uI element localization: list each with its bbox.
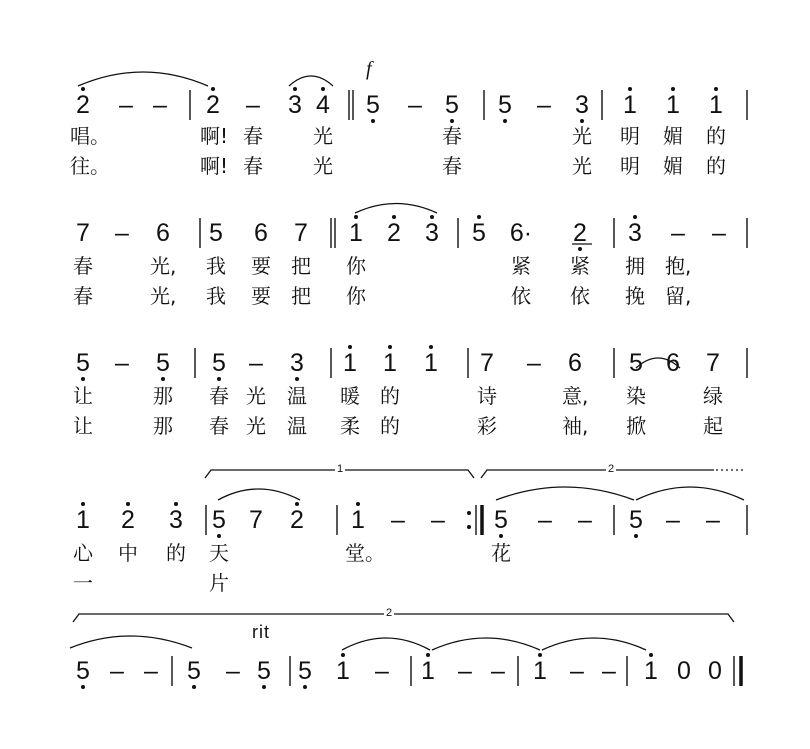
lyric-syllable: 花 [491,541,511,565]
note: – [538,506,552,534]
note: – [144,657,158,685]
note: 6 [568,349,582,377]
note: 1 [424,349,438,377]
lyric-syllable: 的 [380,384,400,408]
lyric-syllable: 我 [206,284,226,308]
note: 1 [349,219,363,247]
note: 3 [425,219,439,247]
note: 5 [76,657,90,685]
octave-dot-low [295,377,299,381]
octave-dot-low [450,119,454,123]
note: 2 [206,91,220,119]
note: 2 [573,219,587,247]
lyric-syllable: 片 [209,571,229,595]
note: – [491,657,505,685]
octave-dot-low [580,119,584,123]
note: 7 [706,349,720,377]
note: 3 [290,349,304,377]
volta-label-1: 1 [337,463,344,475]
note: 5 [212,506,226,534]
octave-dot-low [262,685,266,689]
lyric-syllable: 往。 [70,154,110,178]
lyric-syllable: 啊! [200,154,229,178]
lyric-syllable: 唱。 [70,124,110,148]
lyric-syllable: 啊! [200,124,229,148]
lyric-syllable: 依 [570,284,590,308]
note: 2 [290,506,304,534]
note: 1 [343,349,357,377]
lyric-syllable: 光 [313,154,333,178]
lyric-syllable: 一 [73,571,93,595]
note: 5 [445,91,459,119]
note: 2 [76,91,90,119]
note: 1 [644,657,658,685]
lyric-syllable: 光 [572,154,592,178]
note: 5 [366,91,380,119]
lyric-syllable: 你 [346,254,366,278]
note: 1 [351,506,365,534]
octave-dot-high [81,87,85,91]
lyric-syllable: 春 [73,254,93,278]
note: – [249,349,263,377]
note: – [153,91,167,119]
lyric-syllable: 春 [243,124,263,148]
lyric-syllable: 掀 [626,414,646,438]
lyric-syllable: 光, [150,254,177,278]
note: – [602,657,616,685]
lyric-syllable: 把 [291,254,311,278]
lyric-syllable: 春 [442,154,462,178]
note: – [119,91,133,119]
note: – [527,349,541,377]
lyric-syllable: 那 [153,414,173,438]
lyric-syllable: 让 [73,414,93,438]
lyric-syllable: 光 [246,384,266,408]
octave-dot-low [371,119,375,123]
lyric-syllable: 春 [73,284,93,308]
note: – [537,91,551,119]
lyric-syllable: 起 [703,414,723,438]
octave-dot-low [303,685,307,689]
note: 2 [387,219,401,247]
lyric-syllable: 拥 [625,254,645,278]
note: 5 [212,349,226,377]
note: 5 [187,657,201,685]
note: – [458,657,472,685]
octave-dot-high [714,87,718,91]
octave-dot-high [649,653,653,657]
note: – [115,219,129,247]
note: – [706,506,720,534]
octave-dot-high [477,215,481,219]
lyric-syllable: 把 [291,284,311,308]
volta-label-2: 2 [608,463,615,475]
note: 6 [156,219,170,247]
octave-dot-low [499,534,503,538]
note: – [110,657,124,685]
note: 5 [298,657,312,685]
note: 5 [156,349,170,377]
octave-dot-high [81,502,85,506]
lyric-syllable: 袖, [562,414,589,438]
note: 6· [509,219,533,247]
note: 1 [76,506,90,534]
lyric-syllable: 春 [209,384,229,408]
lyric-syllable: 意, [562,384,589,408]
lyric-syllable: 紧 [570,254,590,278]
lyric-syllable: 堂。 [345,541,385,565]
octave-dot-high [392,215,396,219]
lyric-syllable: 明 [620,124,640,148]
lyric-syllable: 我 [206,254,226,278]
dynamic-mark: f [366,58,372,80]
octave-dot-low [217,377,221,381]
note: 1 [533,657,547,685]
note: 1 [336,657,350,685]
note: 3 [575,91,589,119]
repeat-dots [467,511,471,529]
lyric-syllable: 挽 [625,284,645,308]
note: 5 [209,219,223,247]
lyric-syllable: 紧 [511,254,531,278]
octave-dot-high [356,502,360,506]
lyric-syllable: 诗 [477,384,497,408]
note: 5 [629,349,643,377]
note: – [391,506,405,534]
note: – [375,657,389,685]
octave-dot-high [348,345,352,349]
octave-dot-high [341,653,345,657]
lyric-syllable: 你 [346,284,366,308]
note: – [671,219,685,247]
lyric-syllable: 绿 [703,384,723,408]
note: 5 [472,219,486,247]
lyric-syllable: 彩 [477,414,497,438]
octave-dot-high [126,502,130,506]
octave-dot-low [634,534,638,538]
lyric-syllable: 春 [442,124,462,148]
lyric-syllable: 光 [313,124,333,148]
note: – [226,657,240,685]
note: 5 [494,506,508,534]
note: 4 [316,91,330,119]
note: 7 [294,219,308,247]
lyric-syllable: 染 [626,384,646,408]
lyric-syllable: 的 [706,124,726,148]
note: 1 [623,91,637,119]
octave-dot-low [161,377,165,381]
lyric-syllable: 春 [209,414,229,438]
lyric-syllable: 光 [246,414,266,438]
lyric-syllable: 依 [511,284,531,308]
note: 2 [121,506,135,534]
note: 6 [254,219,268,247]
octave-dot-high [174,502,178,506]
note: 0 [708,657,722,685]
lyric-syllable: 让 [73,384,93,408]
lyric-syllable: 中 [118,541,138,565]
lyric-syllable: 那 [153,384,173,408]
lyric-syllable: 媚 [663,124,683,148]
octave-dot-high [430,215,434,219]
octave-dot-high [293,87,297,91]
note: – [115,349,129,377]
note: 5 [498,91,512,119]
note: 3 [288,91,302,119]
note: – [431,506,445,534]
octave-dot-low [81,685,85,689]
lyric-syllable: 柔 [340,414,360,438]
note: 7 [480,349,494,377]
lyric-syllable: 心 [73,541,93,565]
note: 1 [383,349,397,377]
lyric-syllable: 要 [251,254,271,278]
note: 1 [421,657,435,685]
note: – [578,506,592,534]
octave-dot-low [192,685,196,689]
note: 1 [666,91,680,119]
lyric-syllable: 温 [287,414,307,438]
note: 0 [677,657,691,685]
octave-dot-high [321,87,325,91]
rit-mark: rit [252,622,270,642]
volta-label-3: 2 [386,607,393,619]
octave-dot-high [628,87,632,91]
note: 7 [249,506,263,534]
octave-dot-high [671,87,675,91]
note: 3 [169,506,183,534]
octave-dot-high [211,87,215,91]
lyric-syllable: 天 [209,541,229,565]
lyric-syllable: 光 [572,124,592,148]
octave-dot-low [503,119,507,123]
note: 7 [76,219,90,247]
lyric-syllable: 明 [620,154,640,178]
note: – [666,506,680,534]
lyric-syllable: 的 [380,414,400,438]
octave-dot-high [538,653,542,657]
lyric-syllable: 留, [665,284,692,308]
note: 5 [76,349,90,377]
lyric-syllable: 的 [706,154,726,178]
note: 3 [628,219,642,247]
octave-dot-high [295,502,299,506]
lyric-syllable: 的 [166,541,186,565]
lyric-syllable: 媚 [663,154,683,178]
octave-dot-high [388,345,392,349]
note: – [712,219,726,247]
note: – [246,91,260,119]
octave-dot-low [578,247,582,251]
note: 1 [709,91,723,119]
note: 5 [629,506,643,534]
lyric-syllable: 温 [287,384,307,408]
lyric-syllable: 暖 [340,384,360,408]
octave-dot-high [354,215,358,219]
lyric-syllable: 要 [251,284,271,308]
octave-dot-low [81,377,85,381]
note: – [408,91,422,119]
octave-dot-low [217,534,221,538]
lyric-syllable: 抱, [665,254,692,278]
note: – [570,657,584,685]
octave-dot-high [429,345,433,349]
lyric-syllable: 春 [243,154,263,178]
octave-dot-high [633,215,637,219]
note: 5 [257,657,271,685]
lyric-syllable: 光, [150,284,177,308]
note: 6 [666,349,680,377]
octave-dot-high [426,653,430,657]
